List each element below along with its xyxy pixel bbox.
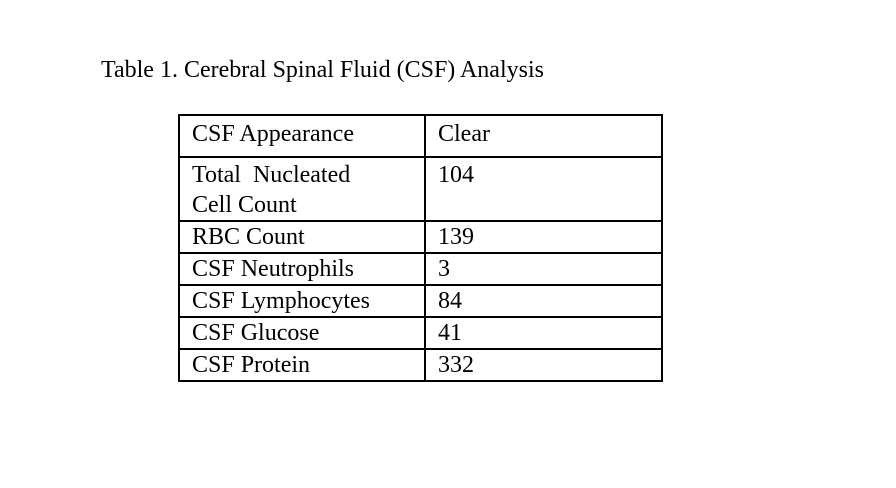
table-row — [179, 157, 662, 221]
row-label: CSF Glucose — [179, 317, 425, 349]
row-value: 139 — [425, 221, 662, 253]
row-value: Clear — [425, 115, 662, 157]
row-value: 41 — [425, 317, 662, 349]
row-label: CSF Protein — [179, 349, 425, 381]
row-label — [179, 157, 425, 221]
table-row — [179, 285, 662, 317]
table-row — [179, 221, 662, 253]
row-label-line: Total Nucleated — [192, 162, 351, 188]
row-label: CSF Lymphocytes — [179, 285, 425, 317]
table-row — [179, 349, 662, 381]
row-value: 104 — [425, 157, 662, 221]
table-caption: Table 1. Cerebral Spinal Fluid (CSF) Analysis — [101, 57, 544, 83]
row-value: 84 — [425, 285, 662, 317]
csf-analysis-table — [178, 114, 663, 382]
table-row — [179, 115, 662, 157]
row-value: 332 — [425, 349, 662, 381]
row-value: 3 — [425, 253, 662, 285]
table-row — [179, 253, 662, 285]
row-label: CSF Neutrophils — [179, 253, 425, 285]
row-label-line: Cell Count — [192, 192, 297, 218]
table-row — [179, 317, 662, 349]
row-label: CSF Appearance — [179, 115, 425, 157]
row-label: RBC Count — [179, 221, 425, 253]
